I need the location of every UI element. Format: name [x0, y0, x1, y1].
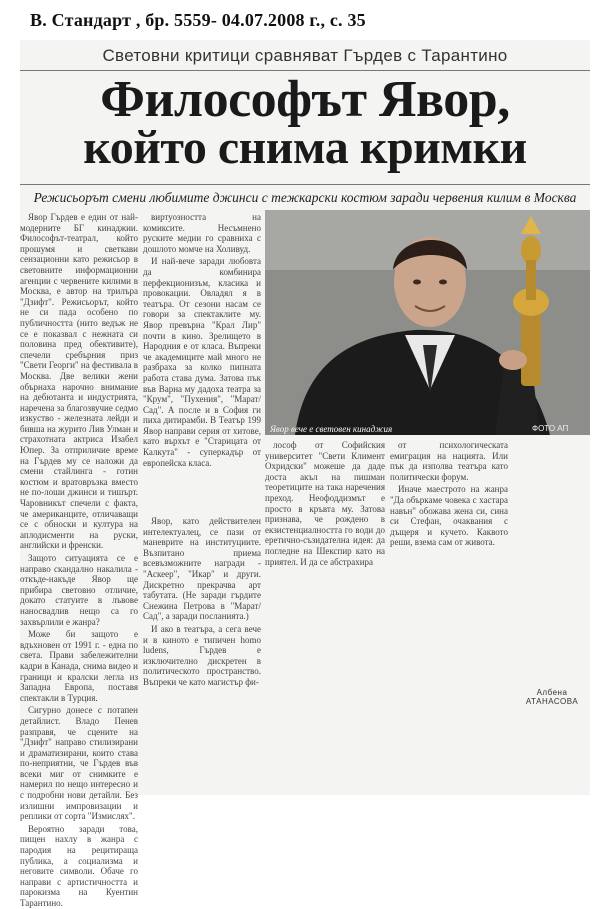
photo-caption: Явор вече е световен кинаджия — [270, 424, 393, 434]
newspaper-clipping — [20, 40, 590, 908]
paragraph: лософ от Софийския университет "Свети Климент Охридски" можеше да даде доста акъл на пишман теоретиците на така наречения преход. Неофоддизмът е просто в кръвта му. Затова признава, че рождено в екзистенциалността го води до еретично-съзидателна идея: да погледне на Шекспир като на приятел. И да се абстрахира — [265, 440, 385, 567]
paragraph: Може би защото е вдъхновен от 1991 г. - една по света. Прави забележителни кадри в Канада, снима видео и граници и кралски легла из Западна Европа, поставя спектакли в Турция. — [20, 629, 138, 703]
author-byline: Албена АТАНАСОВА — [525, 688, 579, 706]
headline-line-2: който снима кримки — [83, 121, 527, 174]
paragraph: Защото ситуацията се е направо скандално накалила - откъде-накъде Явор ще прибира световно отличие, докато статуите в лъвове наносвадлив нещо са го захвърлили е жанра? — [20, 553, 138, 627]
source-citation: В. Стандарт , бр. 5559- 04.07.2008 г., с. 35 — [30, 10, 366, 30]
column-1 — [20, 212, 138, 908]
paragraph: И най-вече заради любовта да комбинира перфекционизъм, класика и провокации. Овладял я в театъра. От сезони насам се говори за спектаклите му. Явор превърна "Крал Лир" почти в кино. Зрелището в Народния е от класа. Въпреки че академиците май много не разбраха за колко пипната работа става дума. Затова пък във Варна му дадоха театра за "Крум", "Пухения", "Марат/Сад". А после и в София ги пиха дитирамби. В Театър 199 Явор направи серия от хитове, като върхът е "Старицата от Калкута" - суперкадър от европейска класа. — [143, 256, 261, 468]
photo-credit: ФОТО АП — [532, 424, 569, 433]
paragraph: виртуозността на комиксите. Несъмнено руските медии го сравниха с дошлото момче на Холивуд. — [143, 212, 261, 254]
column-2 — [143, 212, 261, 512]
paragraph: от психологическата емиграция на нацията. Или пък да изполва театъра като политически форум. — [390, 440, 508, 482]
paragraph: Иначе маестрото на жанра "Да объркаме човека с хастара навън" обожава жена си, сина си Стефан, очаквания с дъщеря и кучето. Каквото реши, взема сам от живота. — [390, 484, 508, 548]
paragraph: Сигурно донесе с потапен детайлист. Владо Пенев разправя, че сцените на "Дзифт" направо стилизирани и драматизирани, които става по-неприятни, че Гърдев във всеки миг от снимките е намерил по нещо интересно и с подробни нови детайли. Без излишни импровизации и реплики от сорта "Измислях". — [20, 705, 138, 822]
paragraph: Вероятно заради това, пищен нахлу в жанра с пародия на рецитираща публика, а социализма и неговите символи. Обаче го направи с артистичността и парокизма на Куентин Тарантино. — [20, 823, 138, 908]
headline-line-1: Философът Явор, — [100, 71, 510, 128]
divider — [20, 184, 590, 185]
paragraph: Явор, като действителен интелектуалец, се пази от маневрите на институциите. Възпитано приема всевъзможните награди - "Аскеер", "Икар" и други. Дискретно прекрачва арт табутата. (Не заради гърдите Снежина Петрова в "Марат/Сад", а заради посланията.) — [143, 516, 261, 622]
photo-illustration — [265, 210, 590, 435]
paragraph: И ако в театъра, а сега вече и в киното е типичен homo ludens, Гърдев е изключително дискретен в политическото пространство. Въпреки че като магистър фи- — [143, 623, 261, 687]
column-3 — [143, 516, 261, 688]
subheadline: Режисьорът смени любимите джинси с тежкарски костюм заради червения килим в Москва — [33, 190, 577, 205]
column-5 — [390, 440, 508, 688]
kicker: Световни критици сравняват Гърдев с Тарантино — [102, 46, 508, 65]
column-4 — [265, 440, 385, 688]
article-photo — [265, 210, 590, 435]
paragraph: Явор Гърдев е един от най-модерните БГ кинаджии. Философът-театрал, който прошумя и светкави сензационни като режисьор в световните информационни агенции с червените килими в Москва, е автор на трилъра "Дзифт". Режисьорът, който не си пада особено по публичността (нито ведъж не се е показвал с нежната си половина пред обективите), спечели сребърния приз "Свети Георги" на фестивала в Москва. Две велики жени обърнаха нарочно внимание на дебютанта и индустрията, наречена за благозвучие седмо изкуство - железната лейди и бивша на журито Лив Улман и страхотната актриса Изабел Юпер. За отприличие време на Гърдев му се наложи да смени стайлинга - готин костюм и вратовръзка вместо не по-лоши джинси и тишърт. Чаровникът спечели с факта, че американците, отличаващи се с обноски и култура на аплодисменти на руски, английски и френски. — [20, 212, 138, 551]
